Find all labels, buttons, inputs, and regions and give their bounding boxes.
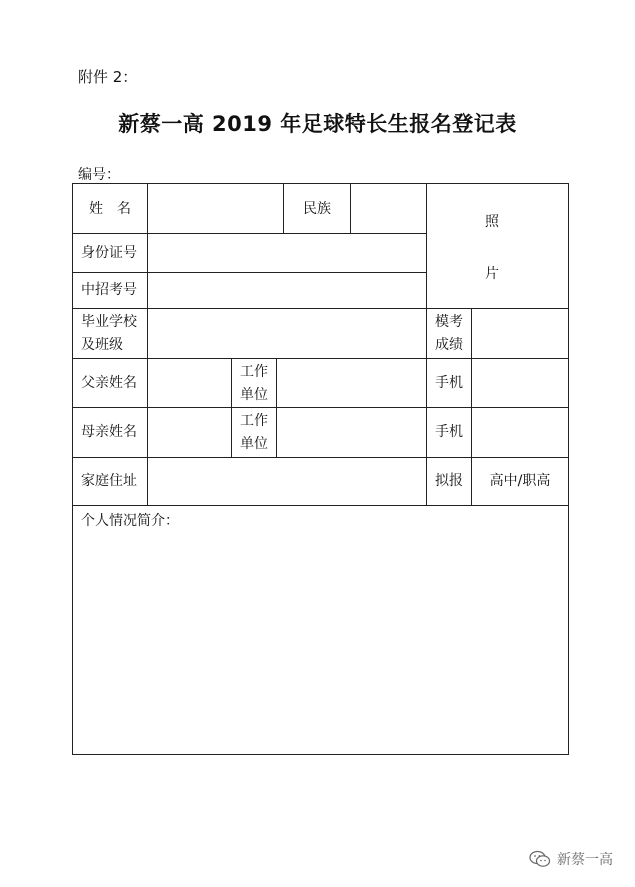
exam-number-label: 中招考号 <box>81 282 137 298</box>
mother-phone-label: 手机 <box>435 424 463 440</box>
mother-work-field[interactable] <box>277 407 426 457</box>
exam-number-field[interactable] <box>148 272 426 308</box>
id-card-field[interactable] <box>148 233 426 272</box>
mother-phone-field[interactable] <box>472 407 568 457</box>
school-label-line2: 及班级 <box>81 337 123 353</box>
address-label: 家庭住址 <box>81 473 137 489</box>
mock-score-label <box>427 310 471 358</box>
mother-work-label-line1: 工作 <box>240 413 268 429</box>
wechat-watermark <box>529 849 613 869</box>
ethnicity-field[interactable] <box>351 184 426 233</box>
school-label <box>81 310 147 358</box>
father-phone-label: 手机 <box>435 374 463 391</box>
school-label-line1: 毕业学校 <box>81 314 137 330</box>
photo-label-bottom: 片 <box>485 266 499 282</box>
father-work-label <box>232 360 276 407</box>
father-work-label-line2: 单位 <box>240 386 268 403</box>
name-field[interactable] <box>148 184 283 233</box>
mock-score-label-line1: 模考 <box>435 314 463 330</box>
apply-label: 拟报 <box>435 473 463 489</box>
registration-form-table <box>72 183 569 755</box>
mother-name-field[interactable] <box>148 407 231 457</box>
mock-score-label-line2: 成绩 <box>435 337 463 353</box>
attachment-label: 附件 2： <box>78 68 138 86</box>
father-name-field[interactable] <box>148 358 231 407</box>
father-name-label: 父亲姓名 <box>81 374 137 391</box>
photo-box[interactable] <box>427 184 568 308</box>
wechat-icon <box>529 850 551 868</box>
page-title: 新蔡一高 2019 年足球特长生报名登记表 <box>118 112 517 136</box>
address-field[interactable] <box>148 457 426 505</box>
name-label: 姓 名 <box>89 200 131 217</box>
id-card-label: 身份证号 <box>81 244 137 261</box>
personal-intro-label: 个人情况简介： <box>81 513 179 529</box>
mother-work-label-line2: 单位 <box>240 436 268 452</box>
watermark-text: 新蔡一高 <box>557 852 613 868</box>
mock-score-field[interactable] <box>472 308 568 358</box>
ethnicity-label: 民族 <box>303 200 331 217</box>
apply-value[interactable]: 高中/职高 <box>489 473 551 489</box>
father-phone-field[interactable] <box>472 358 568 407</box>
personal-intro-field[interactable] <box>73 536 568 754</box>
father-work-label-line1: 工作 <box>240 363 268 380</box>
photo-label-top: 照 <box>485 214 499 230</box>
school-field[interactable] <box>148 308 426 358</box>
serial-number-label: 编号： <box>78 167 120 183</box>
mother-work-label <box>232 409 276 457</box>
row-divider <box>73 505 568 506</box>
father-work-field[interactable] <box>277 358 426 407</box>
mother-name-label: 母亲姓名 <box>81 424 137 440</box>
